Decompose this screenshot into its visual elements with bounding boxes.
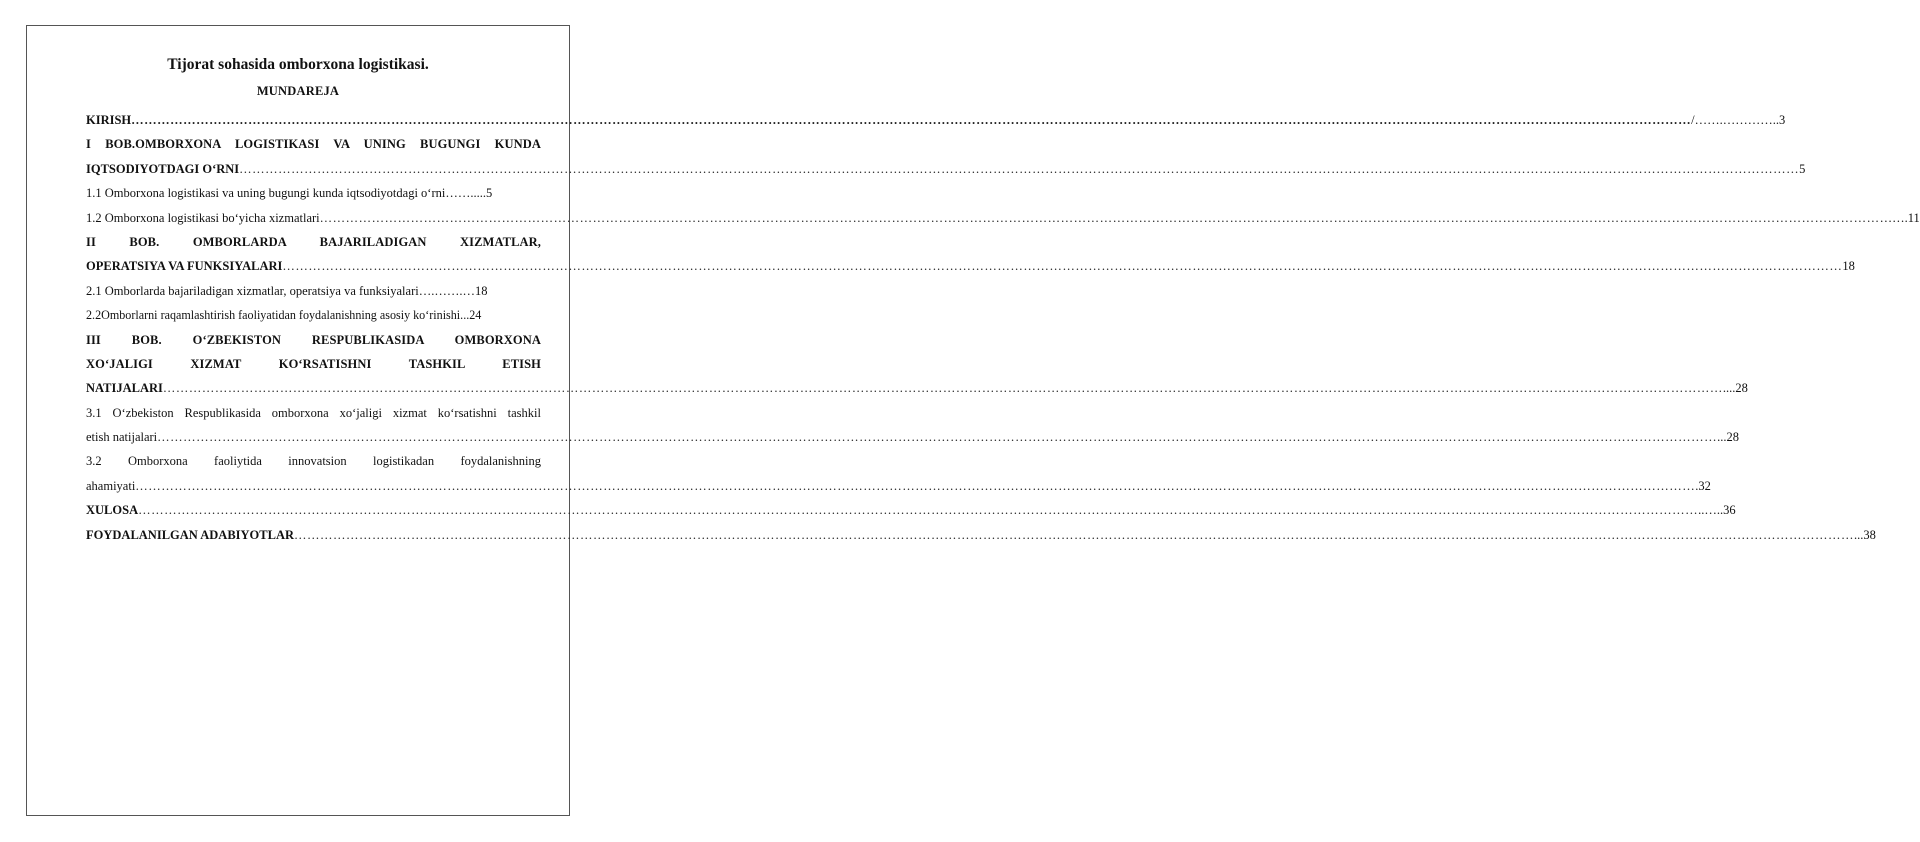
toc-page-number: ....28 bbox=[1722, 381, 1748, 396]
dot-leader: ……………………………………………………………………………………………………………………………………………………………………………………………………………………………………………………………………………………………………………………………… bbox=[294, 527, 1855, 542]
toc-entry-label: IQTSODIYOTDAGI O‘RNI bbox=[86, 161, 240, 176]
toc-page-number: ….…….…18 bbox=[418, 283, 488, 298]
toc-chapter-2[interactable] bbox=[86, 254, 1855, 278]
toc-page-number: /…….…………..3 bbox=[1691, 113, 1786, 127]
toc-entry-label: NATIJALARI bbox=[86, 381, 163, 396]
toc-entry-2-1[interactable] bbox=[86, 279, 541, 303]
dot-leader: ……………………………………………………………………………………………………………………………………………………………………………………………………………………………………………………………………………………………………………………………… bbox=[239, 161, 1800, 176]
toc-entry-label: XULOSA bbox=[86, 503, 139, 518]
toc-entry-2-2[interactable] bbox=[86, 303, 541, 327]
dot-leader: ……………………………………………………………………………………………………………………………………………………………………………………………………………………………………………………………………………………………………………………………… bbox=[135, 478, 1696, 493]
dot-leader: ……………………………………………………………………………………………………………………………………………………………………………………………………………………………………………………………………………………………………………………………… bbox=[157, 430, 1718, 445]
toc-page-number: …….....5 bbox=[445, 186, 493, 201]
dot-leader: ……………………………………………………………………………………………………………………………………………………………………………………………………………………………………………………………………………………………………………………………… bbox=[131, 113, 1692, 127]
toc-page-number: 18 bbox=[1842, 259, 1855, 274]
toc-entry-3-1-line1[interactable]: 3.1 O‘zbekiston Respublikasida omborxona xo‘jaligi xizmat ko‘rsatishni tashkil bbox=[86, 405, 541, 420]
toc-page-number: ..…..36 bbox=[1698, 503, 1736, 518]
toc-chapter-3[interactable] bbox=[86, 376, 1748, 400]
toc-page-number: ...28 bbox=[1717, 430, 1740, 445]
toc-chapter-3-line1[interactable]: III BOB. O‘ZBEKISTON RESPUBLIKASIDA OMBORXONA bbox=[86, 332, 541, 347]
table-of-contents bbox=[86, 108, 1920, 547]
toc-page-number: …….11 bbox=[1879, 210, 1920, 225]
toc-entry-3-2-line1[interactable]: 3.2 Omborxona faoliytida innovatsion logistikadan foydalanishning bbox=[86, 454, 541, 469]
toc-entry-adabiyotlar[interactable] bbox=[86, 523, 1876, 547]
toc-entry-label: KIRISH bbox=[86, 113, 132, 127]
toc-entry-kirish[interactable] bbox=[86, 108, 1786, 132]
toc-entry-label: 2.2Omborlarni raqamlashtirish faoliyatidan foydalanishning asosiy ko‘rinishi bbox=[86, 308, 461, 323]
toc-entry-label: 2.1 Omborlarda bajariladigan xizmatlar, operatsiya va funksiyalari bbox=[86, 283, 419, 298]
toc-entry-label: ahamiyati bbox=[86, 478, 136, 493]
toc-entry-label: FOYDALANILGAN ADABIYOTLAR bbox=[86, 527, 295, 542]
toc-entry-3-2[interactable] bbox=[86, 474, 1711, 498]
toc-entry-1-1[interactable] bbox=[86, 181, 541, 205]
toc-page-number: ...38 bbox=[1854, 527, 1876, 542]
toc-chapter-1-line1[interactable]: I BOB.OMBORXONA LOGISTIKASI VA UNING BUGUNGI KUNDA bbox=[86, 137, 541, 152]
toc-entry-label: 1.1 Omborxona logistikasi va uning bugungi kunda iqtsodiyotdagi o‘rni bbox=[86, 186, 446, 201]
toc-entry-3-1[interactable] bbox=[86, 425, 1740, 449]
toc-entry-label: 1.2 Omborxona logistikasi bo‘yicha xizmatlari bbox=[86, 210, 320, 225]
toc-chapter-2-line1[interactable]: II BOB. OMBORLARDA BAJARILADIGAN XIZMATLAR, bbox=[86, 234, 541, 249]
dot-leader: ……………………………………………………………………………………………………………………………………………………………………………………………………………………………………………………………………………………………………………………………… bbox=[138, 503, 1699, 518]
toc-page-number: 5 bbox=[1799, 161, 1806, 176]
toc-heading: MUNDAREJA bbox=[256, 84, 340, 98]
dot-leader: ……………………………………………………………………………………………………………………………………………………………………………………………………………………………………………………………………………………………………………………………… bbox=[319, 210, 1880, 225]
dot-leader: ……………………………………………………………………………………………………………………………………………………………………………………………………………………………………………………………………………………………………………………………… bbox=[282, 259, 1843, 274]
toc-page-number: .32 bbox=[1695, 478, 1711, 493]
toc-chapter-3-line2[interactable]: XO‘JALIGI XIZMAT KO‘RSATISHNI TASHKIL ETISH bbox=[86, 356, 541, 371]
dot-leader: ……………………………………………………………………………………………………………………………………………………………………………………………………………………………………………………………………………………………………………………………… bbox=[162, 381, 1723, 396]
toc-entry-1-2[interactable] bbox=[86, 206, 1920, 230]
toc-entry-label: etish natijalari bbox=[86, 430, 158, 445]
toc-entry-label: OPERATSIYA VA FUNKSIYALARI bbox=[86, 259, 283, 274]
document-title: Tijorat sohasida omborxona logistikasi. bbox=[167, 56, 429, 73]
toc-chapter-1[interactable] bbox=[86, 157, 1806, 181]
toc-entry-xulosa[interactable] bbox=[86, 498, 1736, 522]
toc-page-number: ...24 bbox=[460, 308, 482, 323]
